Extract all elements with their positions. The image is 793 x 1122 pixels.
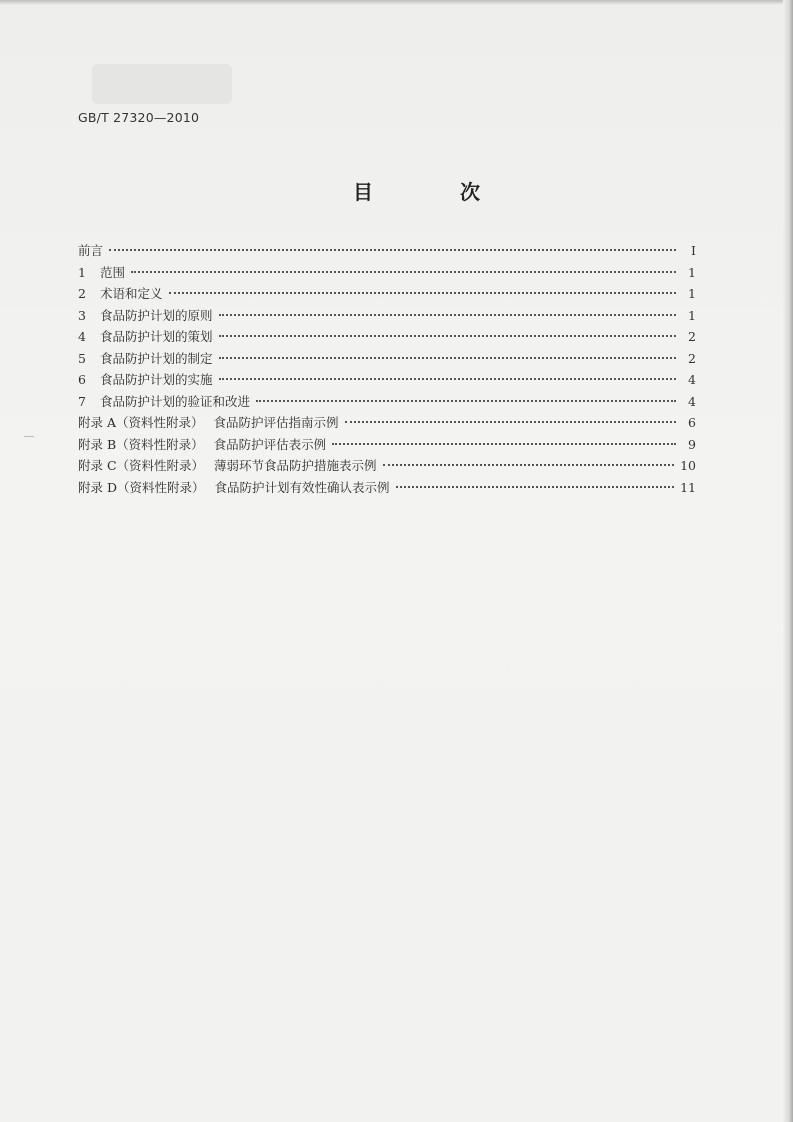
toc-entry-label: 食品防护计划的制定 [100, 350, 213, 366]
toc-entry-page: Ⅰ [691, 243, 696, 258]
toc-entry-label: 前言 [78, 243, 104, 258]
leader-dots [169, 292, 676, 294]
toc-entry-page: 4 [688, 372, 696, 387]
leader-dots [345, 421, 676, 423]
toc-entry-number: 6 [78, 372, 86, 387]
toc-appendix-entry[interactable] [78, 434, 696, 456]
leader-dots [219, 357, 676, 359]
table-of-contents [78, 240, 696, 498]
toc-entry[interactable] [78, 391, 696, 413]
toc-entry-page: 10 [680, 458, 696, 473]
leader-dots [219, 314, 676, 316]
toc-entry-label: 术语和定义 [100, 286, 163, 301]
toc-title: 目 次 [353, 180, 520, 204]
appendix-label: 食品防护评估指南示例 [213, 415, 339, 430]
appendix-prefix: 附录 D（资料性附录） [78, 479, 205, 495]
toc-entry-number: 1 [78, 264, 86, 280]
toc-entry-number: 4 [78, 329, 86, 344]
toc-entry-page: 1 [688, 264, 696, 280]
toc-entry-page: 1 [688, 286, 696, 301]
appendix-label: 食品防护评估表示例 [213, 436, 327, 452]
toc-entry-label: 食品防护计划的原则 [100, 307, 213, 323]
toc-entry-page: 9 [688, 436, 696, 452]
appendix-label: 食品防护计划有效性确认表示例 [214, 479, 390, 495]
appendix-prefix: 附录 C（资料性附录） [78, 458, 205, 473]
appendix-label: 薄弱环节食品防护措施表示例 [214, 458, 377, 473]
toc-appendix-entry[interactable] [78, 477, 696, 499]
toc-entry[interactable] [78, 262, 696, 284]
leader-dots [131, 271, 676, 273]
scan-right-edge [783, 0, 793, 1122]
toc-entry-label: 食品防护计划的策划 [100, 329, 213, 344]
appendix-prefix: 附录 B（资料性附录） [78, 436, 204, 452]
standard-code: GB/T 27320—2010 [78, 110, 200, 125]
leader-dots [219, 335, 676, 337]
toc-entry-page: 2 [688, 329, 696, 344]
toc-entry[interactable] [78, 348, 696, 370]
toc-entry-number: 2 [78, 286, 86, 301]
toc-entry[interactable] [78, 326, 696, 348]
scan-top-edge [0, 0, 793, 5]
toc-entry-page: 1 [688, 307, 696, 323]
appendix-prefix: 附录 A（资料性附录） [78, 415, 204, 430]
leader-dots [109, 249, 676, 251]
leader-dots [256, 400, 676, 402]
toc-entry-page: 6 [688, 415, 696, 430]
toc-entry-number: 3 [78, 307, 86, 323]
toc-entry[interactable] [78, 305, 696, 327]
toc-appendix-entry[interactable] [78, 455, 696, 477]
toc-entry-label: 范围 [100, 264, 126, 280]
toc-entry-number: 7 [78, 393, 86, 409]
bleed-through-mark [92, 64, 232, 104]
toc-entry-number: 5 [78, 350, 86, 366]
toc-entry-page: 11 [680, 479, 696, 495]
toc-entry-page: 2 [688, 350, 696, 366]
leader-dots [332, 443, 676, 445]
toc-entry[interactable] [78, 283, 696, 305]
leader-dots [396, 486, 675, 488]
toc-entry-label: 食品防护计划的实施 [100, 372, 213, 387]
toc-entry[interactable] [78, 369, 696, 391]
toc-appendix-entry[interactable] [78, 412, 696, 434]
leader-dots [383, 464, 675, 466]
leader-dots [219, 378, 676, 380]
toc-entry-label: 食品防护计划的验证和改进 [100, 393, 251, 409]
scan-artifact [24, 436, 34, 440]
toc-entry-preface[interactable] [78, 240, 696, 262]
toc-entry-page: 4 [688, 393, 696, 409]
